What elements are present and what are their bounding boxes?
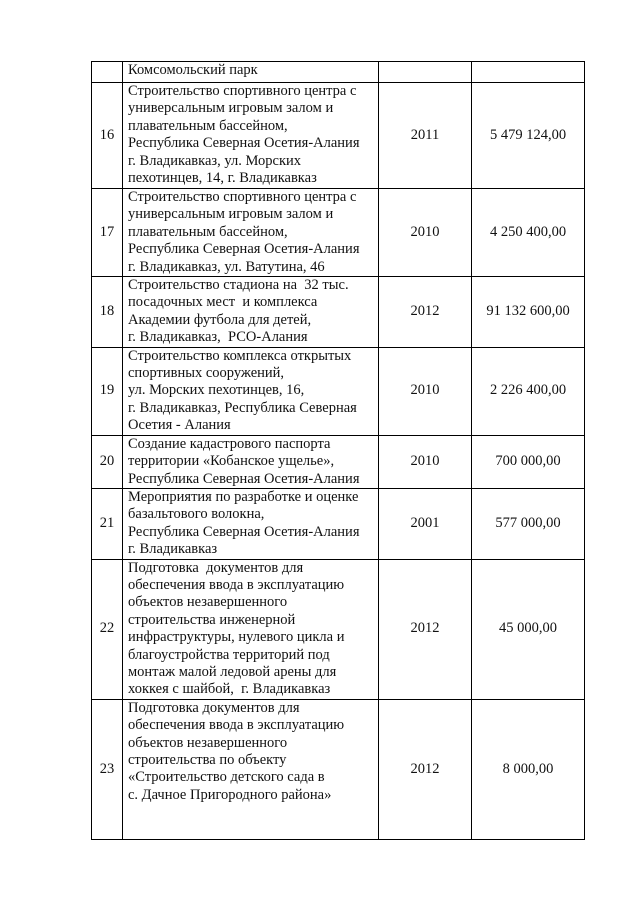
project-name-line: благоустройства территорий под	[128, 646, 330, 663]
project-name-cell	[123, 488, 379, 559]
year-cell: 2010	[379, 435, 472, 488]
row-number-cell	[92, 62, 123, 83]
year-cell: 2001	[379, 488, 472, 559]
row-number-cell: 22	[92, 559, 123, 699]
project-name-cell	[123, 62, 379, 83]
projects-table-body	[92, 62, 585, 840]
year-cell: 2012	[379, 559, 472, 699]
row-number-cell: 17	[92, 189, 123, 277]
project-name-line: Строительство спортивного центра с	[128, 83, 357, 99]
project-name-cell	[123, 277, 379, 348]
project-name-line: строительства по объекту	[128, 752, 287, 768]
project-name-line: г. Владикавказ, ул. Морских	[128, 152, 302, 169]
project-name-line: Республика Северная Осетия-Алания	[128, 241, 360, 258]
row-number-cell: 21	[92, 488, 123, 559]
project-name-line: г. Владикавказ, РСО-Алания	[128, 329, 308, 346]
amount-cell: 4 250 400,00	[472, 189, 585, 277]
project-name-line: Мероприятия по разработке и оценке	[128, 488, 359, 505]
table-row	[92, 277, 585, 348]
project-name-cell	[123, 347, 379, 435]
project-name-line: плавательным бассейном,	[128, 117, 288, 134]
project-name-line: Комсомольский парк	[128, 62, 258, 78]
project-name-line: с. Дачное Пригородного района»	[128, 786, 332, 803]
project-name-line: Осетия - Алания	[128, 417, 231, 434]
project-name-line: посадочных мест и комплекса	[128, 294, 318, 311]
table-row	[92, 189, 585, 277]
project-name-line: Республика Северная Осетия-Алания	[128, 523, 360, 540]
table-row	[92, 435, 585, 488]
project-name-cell	[123, 699, 379, 839]
project-name-line: инфраструктуры, нулевого цикла и	[128, 629, 345, 646]
amount-cell: 91 132 600,00	[472, 277, 585, 348]
project-name-line: плавательным бассейном,	[128, 223, 288, 240]
project-name-line: универсальным игровым залом и	[128, 206, 334, 223]
amount-cell: 2 226 400,00	[472, 347, 585, 435]
project-name-line: Академии футбола для детей,	[128, 311, 312, 328]
project-name-line: объектов незавершенного	[128, 734, 288, 751]
project-name-line: базальтового волокна,	[128, 506, 265, 523]
project-name-cell	[123, 559, 379, 699]
project-name-line: Строительство стадиона на 32 тыс.	[128, 277, 349, 294]
project-name-line: г. Владикавказ, ул. Ватутина, 46	[128, 258, 325, 275]
project-name-cell	[123, 189, 379, 277]
table-row	[92, 488, 585, 559]
project-name-line: «Строительство детского сада в	[128, 769, 325, 786]
project-name-line: Подготовка документов для	[128, 699, 300, 716]
amount-cell: 577 000,00	[472, 488, 585, 559]
amount-cell: 5 479 124,00	[472, 83, 585, 189]
project-name-line: обеспечения ввода в эксплуатацию	[128, 717, 345, 734]
project-name-line: Подготовка документов для	[128, 559, 304, 576]
project-name-line: Республика Северная Осетия-Алания	[128, 470, 360, 487]
project-name-line: спортивных сооружений,	[128, 365, 285, 382]
table-row	[92, 62, 585, 83]
year-cell: 2012	[379, 699, 472, 839]
project-name-line: территории «Кобанское ущелье»,	[128, 453, 335, 470]
project-name-line: Создание кадастрового паспорта	[128, 435, 331, 452]
table-row	[92, 83, 585, 189]
row-number-cell: 23	[92, 699, 123, 839]
project-name-line: ул. Морских пехотинцев, 16,	[128, 382, 305, 399]
row-number-cell: 16	[92, 83, 123, 189]
table-row	[92, 347, 585, 435]
project-name-line: Республика Северная Осетия-Алания	[128, 135, 360, 152]
project-name-cell	[123, 83, 379, 189]
project-name-line: объектов незавершенного	[128, 594, 288, 611]
year-cell: 2011	[379, 83, 472, 189]
amount-cell: 8 000,00	[472, 699, 585, 839]
amount-cell: 700 000,00	[472, 435, 585, 488]
project-name-cell	[123, 435, 379, 488]
project-name-line: монтаж малой ледовой арены для	[128, 663, 337, 680]
table-row	[92, 699, 585, 839]
amount-cell	[472, 62, 585, 83]
project-name-line: г. Владикавказ, Республика Северная	[128, 399, 357, 416]
row-number-cell: 19	[92, 347, 123, 435]
projects-table	[91, 61, 585, 840]
amount-cell: 45 000,00	[472, 559, 585, 699]
project-name-line: хоккея с шайбой, г. Владикавказ	[128, 681, 331, 698]
year-cell	[379, 62, 472, 83]
project-name-line: строительства инженерной	[128, 611, 296, 628]
project-name-line: Строительство комплекса открытых	[128, 347, 352, 364]
year-cell: 2010	[379, 189, 472, 277]
project-name-line: Строительство спортивного центра с	[128, 189, 357, 205]
project-name-line: универсальным игровым залом и	[128, 100, 334, 117]
year-cell: 2012	[379, 277, 472, 348]
project-name-line: пехотинцев, 14, г. Владикавказ	[128, 170, 317, 187]
row-number-cell: 18	[92, 277, 123, 348]
row-number-cell: 20	[92, 435, 123, 488]
year-cell: 2010	[379, 347, 472, 435]
project-name-line: обеспечения ввода в эксплуатацию	[128, 576, 345, 593]
table-row	[92, 559, 585, 699]
project-name-line: г. Владикавказ	[128, 541, 218, 558]
